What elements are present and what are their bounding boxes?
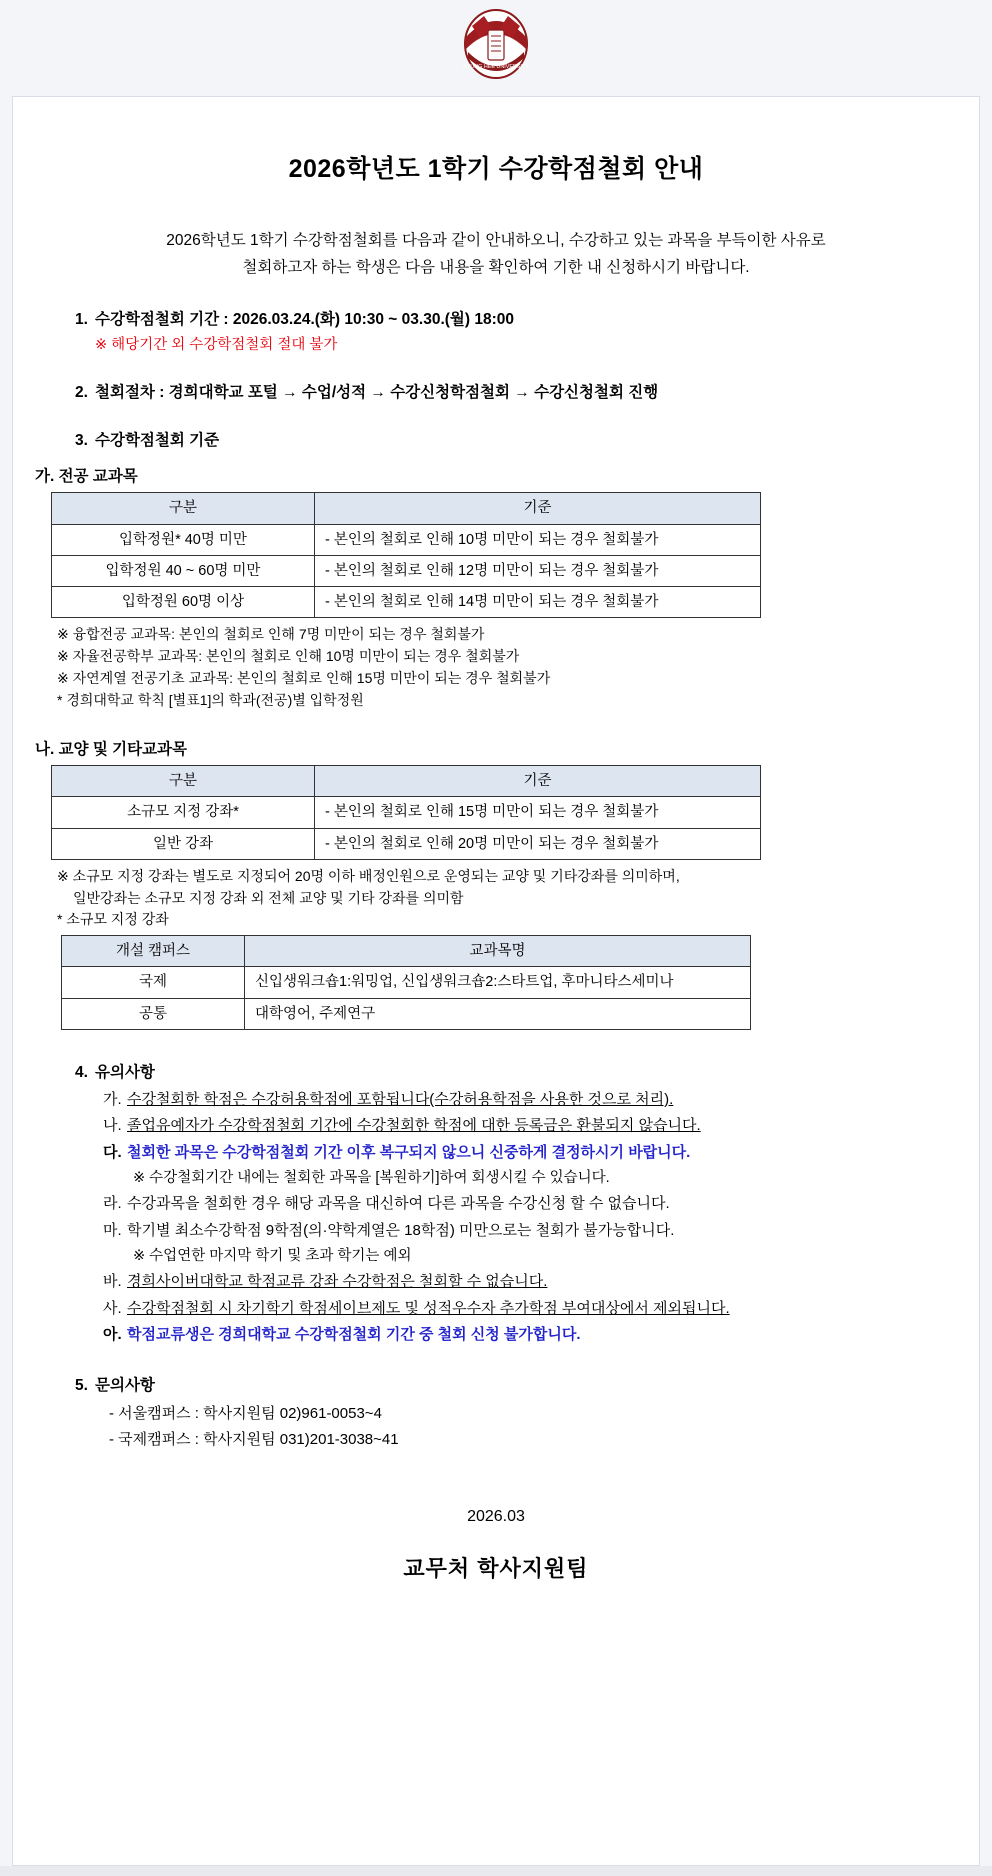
issuing-office: 교무처 학사지원팀 bbox=[403, 1556, 589, 1582]
col-header-criteria: 기준 bbox=[315, 766, 761, 797]
item-label: 마. bbox=[103, 1221, 122, 1239]
section-2-heading bbox=[75, 380, 979, 402]
cell-category: 입학정원 60명 이상 bbox=[52, 587, 315, 618]
item-label: 가. bbox=[103, 1091, 122, 1109]
section-5-number: 5. bbox=[75, 1377, 88, 1395]
col-header-category: 구분 bbox=[52, 493, 315, 524]
section-5 bbox=[13, 1373, 979, 1452]
notice-item bbox=[103, 1270, 979, 1294]
cell-criteria: - 본인의 철회로 인해 10명 미만이 되는 경우 철회불가 bbox=[315, 524, 761, 555]
item-label: 사. bbox=[103, 1299, 122, 1317]
section-3-heading bbox=[75, 428, 979, 450]
item-text: 학기별 최소수강학점 9학점(의·약학계열은 18학점) 미만으로는 철회가 불가능합니다. bbox=[127, 1221, 675, 1239]
table-row bbox=[52, 587, 761, 618]
notice-subnote: ※ 수강철회기간 내에는 철회한 과목을 [복원하기]하여 회생시킬 수 있습니다. bbox=[133, 1169, 610, 1186]
cell-course-name: 신입생워크숍1:워밍업, 신입생워크숍2:스타트업, 후마니타스세미나 bbox=[245, 967, 751, 998]
col-header-category: 구분 bbox=[52, 766, 315, 797]
cell-criteria: - 본인의 철회로 인해 15명 미만이 되는 경우 철회불가 bbox=[315, 797, 761, 828]
item-label: 바. bbox=[103, 1273, 122, 1291]
cell-campus: 공통 bbox=[62, 998, 245, 1029]
small-course-label: * 소규모 지정 강좌 bbox=[57, 911, 169, 928]
crest-text: KYUNG HEE UNIVERSITY bbox=[463, 64, 529, 70]
section-3-number: 3. bbox=[75, 432, 88, 450]
notice-item bbox=[103, 1088, 979, 1112]
general-table-notes bbox=[57, 866, 979, 931]
document-body bbox=[12, 96, 980, 1866]
section-3-title: 수강학점철회 기준 bbox=[95, 432, 220, 450]
major-note: ※ 자율전공학부 교과목: 본인의 철회로 인해 10명 미만이 되는 경우 철회불가 bbox=[57, 648, 520, 665]
item-label: 다. bbox=[103, 1143, 122, 1161]
section-4 bbox=[13, 1060, 979, 1347]
section-4-title: 유의사항 bbox=[95, 1064, 155, 1082]
section-5-title: 문의사항 bbox=[95, 1377, 155, 1395]
notice-item bbox=[103, 1297, 979, 1321]
crest-container bbox=[0, 0, 992, 86]
section-3 bbox=[13, 428, 979, 450]
contact-seoul: - 서울캠퍼스 : 학사지원팀 02)961-0053~4 bbox=[109, 1405, 382, 1423]
section-5-heading bbox=[75, 1373, 979, 1395]
intro-paragraph bbox=[73, 227, 919, 281]
section-4-heading bbox=[75, 1060, 979, 1082]
table-row bbox=[52, 524, 761, 555]
page-title: 2026학년도 1학기 수강학점철회 안내 bbox=[288, 155, 704, 183]
section-1-warning: ※ 해당기간 외 수강학점철회 절대 불가 bbox=[95, 337, 338, 354]
section-1 bbox=[13, 307, 979, 354]
col-header-course-name: 교과목명 bbox=[245, 936, 751, 967]
item-text: 졸업유예자가 수강학점철회 기간에 수강철회한 학점에 대한 등록금은 환불되지 않습니다. bbox=[127, 1117, 701, 1135]
cell-campus: 국제 bbox=[62, 967, 245, 998]
major-table-notes bbox=[57, 624, 979, 711]
cell-criteria: - 본인의 철회로 인해 20명 미만이 되는 경우 철회불가 bbox=[315, 828, 761, 859]
table-header-row bbox=[52, 766, 761, 797]
section-1-number: 1. bbox=[75, 311, 88, 329]
table-row bbox=[52, 797, 761, 828]
section-4-number: 4. bbox=[75, 1064, 88, 1082]
item-text: 수강철회한 학점은 수강허용학점에 포함됩니다(수강허용학점을 사용한 것으로 처리). bbox=[127, 1091, 674, 1109]
general-criteria-table bbox=[51, 765, 761, 860]
item-text: 경희사이버대학교 학점교류 강좌 수강학점은 철회할 수 없습니다. bbox=[127, 1273, 548, 1291]
section-2-title: 철회절차 : 경희대학교 포털 → 수업/성적 → 수강신청학점철회 → 수강신청철회 진행 bbox=[95, 384, 659, 402]
document-date: 2026.03 bbox=[467, 1508, 525, 1526]
section-2 bbox=[13, 380, 979, 402]
table-row bbox=[62, 998, 751, 1029]
subsection-b-heading: 나. 교양 및 기타교과목 bbox=[35, 741, 187, 759]
subsection-a-heading: 가. 전공 교과목 bbox=[35, 468, 138, 486]
notice-item bbox=[103, 1141, 979, 1165]
notice-item bbox=[103, 1219, 979, 1243]
col-header-campus: 개설 캠퍼스 bbox=[62, 936, 245, 967]
general-note: 일반강좌는 소규모 지정 강좌 외 전체 교양 및 기타 강좌를 의미함 bbox=[73, 889, 464, 906]
cell-criteria: - 본인의 철회로 인해 14명 미만이 되는 경우 철회불가 bbox=[315, 587, 761, 618]
designated-courses-table bbox=[61, 935, 751, 1030]
item-text: 철회한 과목은 수강학점철회 기간 이후 복구되지 않으니 신중하게 결정하시기 바랍니다. bbox=[127, 1143, 691, 1161]
cell-course-name: 대학영어, 주제연구 bbox=[245, 998, 751, 1029]
kyung-hee-university-crest-icon bbox=[448, 8, 544, 89]
notice-subnote: ※ 수업연한 마지막 학기 및 초과 학기는 예외 bbox=[133, 1248, 412, 1264]
table-header-row bbox=[52, 493, 761, 524]
section-1-heading bbox=[75, 307, 979, 329]
major-note: ※ 융합전공 교과목: 본인의 철회로 인해 7명 미만이 되는 경우 철회불가 bbox=[57, 626, 485, 643]
cell-criteria: - 본인의 철회로 인해 12명 미만이 되는 경우 철회불가 bbox=[315, 555, 761, 586]
cell-category: 입학정원 40 ~ 60명 미만 bbox=[52, 555, 315, 586]
notice-item bbox=[103, 1323, 979, 1347]
item-text: 수강학점철회 시 차기학기 학점세이브제도 및 성적우수자 추가학점 부여대상에서 제외됩니다. bbox=[127, 1299, 730, 1317]
notice-item bbox=[103, 1114, 979, 1138]
table-row bbox=[62, 967, 751, 998]
item-label: 아. bbox=[103, 1326, 122, 1344]
table-row bbox=[52, 555, 761, 586]
item-label: 나. bbox=[103, 1117, 122, 1135]
cell-category: 일반 강좌 bbox=[52, 828, 315, 859]
section-1-title: 수강학점철회 기간 : 2026.03.24.(화) 10:30 ~ 03.30.(월) 18:00 bbox=[95, 311, 514, 329]
major-criteria-table bbox=[51, 492, 761, 618]
cell-category: 소규모 지정 강좌* bbox=[52, 797, 315, 828]
general-note: ※ 소규모 지정 강좌는 별도로 지정되어 20명 이하 배정인원으로 운영되는 교양 및 기타강좌를 의미하며, bbox=[57, 868, 680, 885]
major-note: ※ 자연계열 전공기초 교과목: 본인의 철회로 인해 15명 미만이 되는 경우 철회불가 bbox=[57, 669, 551, 686]
notice-item bbox=[103, 1192, 979, 1216]
cell-category: 입학정원* 40명 미만 bbox=[52, 524, 315, 555]
intro-line-1: 2026학년도 1학기 수강학점철회를 다음과 같이 안내하오니, 수강하고 있는 과목을 부득이한 사유로 bbox=[166, 232, 826, 249]
item-text: 수강과목을 철회한 경우 해당 과목을 대신하여 다른 과목을 수강신청 할 수 없습니다. bbox=[127, 1195, 670, 1213]
intro-line-2: 철회하고자 하는 학생은 다음 내용을 확인하여 기한 내 신청하시기 바랍니다. bbox=[242, 259, 750, 277]
major-note: * 경희대학교 학칙 [별표1]의 학과(전공)별 입학정원 bbox=[57, 691, 364, 708]
contact-list bbox=[109, 1401, 979, 1452]
table-row bbox=[52, 828, 761, 859]
item-text: 학점교류생은 경희대학교 수강학점철회 기간 중 철회 신청 불가합니다. bbox=[127, 1326, 581, 1344]
section-2-number: 2. bbox=[75, 384, 88, 402]
notice-items-list bbox=[103, 1088, 979, 1347]
table-header-row bbox=[62, 936, 751, 967]
contact-global: - 국제캠퍼스 : 학사지원팀 031)201-3038~41 bbox=[109, 1430, 399, 1448]
col-header-criteria: 기준 bbox=[315, 493, 761, 524]
item-label: 라. bbox=[103, 1195, 122, 1213]
